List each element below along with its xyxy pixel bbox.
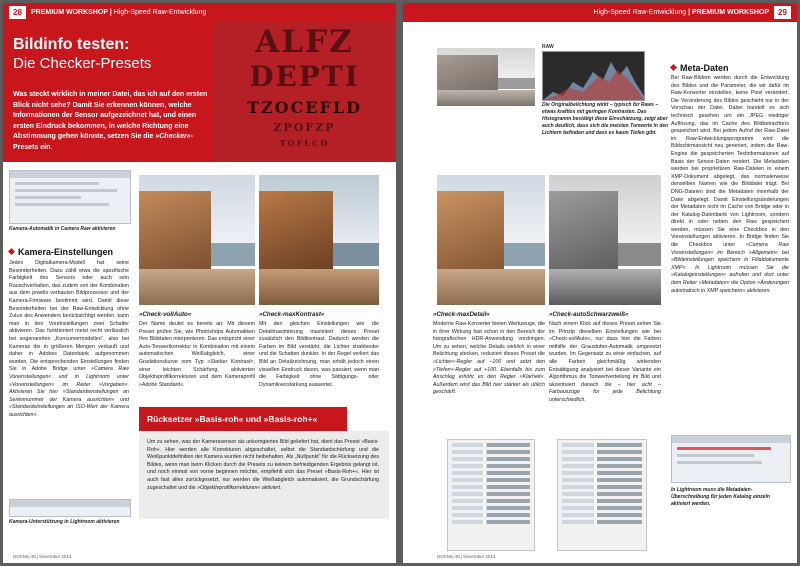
- histogram-caption: Die Originalbelichtung wirkt – typisch für Raws – etwas kraftlos mit geringen Kontrasten. Das Histogramm bestätigt diese Einschätzung, zeigt aber auch deutlich, dass sich die meisten Tonwerte in den Lichtern befinden und dass es kaum Tiefen gibt.: [542, 102, 669, 136]
- left-header-section: PREMIUM WORKSHOP: [31, 9, 108, 16]
- eye-chart-image: [213, 22, 396, 162]
- lightroom-screenshot: [9, 499, 131, 517]
- eye-chart-row-1: ALFZ: [255, 24, 354, 60]
- photo-autoschwarzweiss: [549, 175, 661, 305]
- reset-box-body: [147, 439, 379, 492]
- reset-box-text: Um zu sehen, was der Kamerasensor als unkorrigiertes Bild geliefert hat, dient das Preset »Basis-Roh«. Hier werden alle Korrekturen abgeschaltet, selbst die Standardschärfung und die Weißpunktdefinition der Kamera wurden nicht beibehalten. Als „Nullpunkt“ für die Rücksetzung des Bildes, wenn man beim Klicken durch die Presets zu keinem befriedigenden Ergebnis gelangt ist, und noch einmal von vorne beginnen möchte, empfiehlt sich das Preset »Basis-Roh+«. Hier ist auch fast alles zurückgesetzt, nur werden die Weißabgleich automatisiert, die Grundschärfung zugeschaltet und die: [147, 439, 379, 491]
- eye-chart-row-2: DEPTI: [249, 60, 360, 93]
- lightroom-caption: Kamera-Unterstützung in Lightroom aktivieren: [9, 519, 120, 525]
- metadata-text: Bei Raw-Bildern werden durch die Entwicklung des Bildes und die Parameter, die wir dafür im Raw-Konverter einstellen, keine Pixel verändert. Die Veränderung des Bildes geschieht nur in der Vorschau der Datei. Dabei handelt es sich technisch gesehen um ein JPEG niedriger Auflösung, das im Cache des Bildbetrachters gespeichert wird. Bei jedem Aufruf der Raw-Datei im Raw-Entwicklungsprogramm wird die Bildschirmansicht neu generiert, indem die Raw-Engine die gespeicherten Textinformationen auf Basis der Sensor-Daten rendert. Die Metadaten werden bei proprietären Raw-Dateien in einem XMP-Dokument abgelegt, das normalerweise denselben Namen wie die Bilddatei trägt. Bei DNG-Dateien sind die Metadaten innerhalb der Datei abgelegt. Damit Einstellungsänderungen der Metadaten nicht im Cache von Bridge oder in der Katalog-Datenbank von Lightroom, sondern direkt in oder neben den Raw gespeichert werden, müssen Sie eine Checkbox in den Voreinstellungen aktivieren. In Bridge finden Sie die Checkbox unter: [671, 75, 789, 249]
- left-page-number: 28: [9, 6, 26, 19]
- article-title: Bildinfo testen:: [13, 36, 130, 53]
- autosw-text-italic: – hier acht – Farbauszüge für jede Belichtung unterschiedlich.: [549, 381, 661, 403]
- reset-box: [139, 431, 389, 519]
- maxkontrast-body: Mit den gleichen Einstellungen wie die Detailmaximierung maximiert dieses Preset zusätzlich den Bildkontrast. Dadurch werden die Farben im Bild verstärkt, die Lichter strahlender und die Schatten dunkler. In der Regel verliert das Bild an Detailzeichnung, man erhält jedoch einen visuellen Eindruck davon, was passiert, wenn man die Farbigkeit ohne Sättigungs- oder Dynamikverstärkung auswertet.: [259, 321, 379, 388]
- photo-maxdetail: [437, 175, 545, 305]
- eye-chart-row-4: ZPOFZP: [273, 121, 336, 134]
- intro-text: Was steckt wirklich in meiner Datei, das ich auf den ersten Blick nicht sehe? Damit Sie erkennen können, welche Informationen der Sensor aufgezeichnet hat, und einen ersten Eindruck bekommen, in welche Richtung eine Abstimmung gehen könnte, setzen Sie die: [13, 91, 208, 140]
- vollauto-body: [139, 321, 255, 389]
- raw-label: RAW: [542, 44, 554, 50]
- camera-settings-text: Jedes Digitalkamera-Modell hat seine Besonderheiten. Dazu zählt etwa die spezifische Farbigkeit des Sensors oder auch sein Rauschverhalten, das zudem von der Kombination aus dem jeweils verbauten Bildprozessor und der Kamera-Firmware bestimmt wird. Damit diese Besonderheiten bei der Raw-Entwicklung ohne Zutun des Anwenders berücksichtigt werden, kann man in den Voreinstellungen zwei Schalter aktivieren. Das funktioniert meist recht verlässlich bei sogenannten „Konsumermodellen“, also bei Kameras die in größeren Mengen verkauft und daher in Adobes Datenbank aufgenommen wurden. Die entsprechenden Einstellungen finden Sie in Adobe Bridge unter: [9, 260, 129, 373]
- right-header-topic: High-Speed Raw-Entwicklung: [593, 9, 687, 16]
- catalog-settings-caption: In Lightroom muss die Metadaten-Überschreibung für jeden Katalog einzeln aktiviert werden.: [671, 487, 770, 507]
- left-header-text: PREMIUM WORKSHOP | High-Speed Raw-Entwicklung: [31, 9, 207, 16]
- vollauto-subheading: »Check-vollAuto«: [139, 311, 192, 318]
- bullet-diamond-icon: [8, 248, 15, 255]
- hero-banner: [3, 22, 396, 162]
- photo-vollauto: [139, 175, 255, 305]
- maxdetail-text-italic: »Lichter«-Regler auf –100 und setzt den »Tiefen«-Regler auf +100. Ebenfalls bis zum Anschlag erhöht es den Regler »Klarheit«. Außerdem wird das Bild hier stärker als üblich geschärft.: [433, 358, 545, 396]
- camera-raw-caption: Kamera-Automatik in Camera Raw aktivieren: [9, 226, 116, 232]
- metadata-body: [671, 75, 789, 295]
- left-page: [3, 3, 396, 563]
- left-header-topic: High-Speed Raw-Entwicklung: [113, 9, 207, 16]
- right-header-text: High-Speed Raw-Entwicklung | PREMIUM WORKSHOP: [593, 9, 769, 16]
- reset-box-heading: Rücksetzer »Basis-roh« und »Basis-roh+«: [139, 407, 347, 431]
- histogram-graph: [543, 52, 644, 100]
- autosw-text: Nach einem Klick auf dieses Preset sehen Sie im Prinzip dieselben Einstellungen wie bei »Check-vollAuto«, nur dass hier die Farben mithilfe der Graustufen-Automatik umgesetzt wurden. Im Gegensatz zu einer einfachen, auf alle Farben gleichmäßig wirkenden Entsättigung analysiert bei dieser Variante ein Algorithmus die Tonwertverteilung im Bild und akzentuiert danach die: [549, 321, 661, 388]
- right-page: [403, 3, 797, 563]
- right-header-bar: [403, 3, 797, 22]
- right-header-section: PREMIUM WORKSHOP: [692, 9, 769, 16]
- vollauto-text-end: , einer leichten Schärfung, aktivierten Objektivprofilkorrekturen und dem Kameraprofil »Adobe Standard«.: [139, 358, 255, 388]
- camera-settings-text-emphasis: »Camera Raw Voreinstellungen« und in Lightroom unter »Voreinstellungen« im Reiter »Vorgaben«. Aktivieren Sie hier »Standardeinstellungen an Seriennummer der Kamera ausrichten« und »Standardeinstellungen an ISO-Wert der Kamera ausrichten«.: [9, 366, 129, 418]
- autosw-subheading: »Check-autoSchwarzweiß«: [549, 311, 629, 318]
- metadata-heading: Meta-Daten: [671, 63, 729, 73]
- maxkontrast-subheading: »Check-maxKontrast«: [259, 311, 325, 318]
- camera-settings-body: [9, 260, 129, 419]
- left-footer: DOCMA 40 | November 2012: [13, 554, 72, 559]
- metadata-text-italic: »Camera Raw Voreinstellungen« im Bereich »Allgemein« bei »Bildeinstellungen speichern in Filialdokumente XMP«. In Lightroom müssen Sie die »Katalogeinstellungen« aufrufen und dort unter dem Reiter »Metadaten« die Option »Änderungen automatisch in XMP speichern« aktivieren.: [671, 242, 789, 294]
- right-footer: DOCMA 40 | November 2012: [437, 554, 496, 559]
- maxdetail-body: [433, 321, 545, 397]
- eye-chart-row-5: TOFLCD: [279, 138, 330, 148]
- maxdetail-subheading: »Check-maxDetail«: [433, 311, 490, 318]
- catalog-settings-screenshot: [671, 435, 791, 483]
- article-subtitle: Die Checker-Presets: [13, 55, 152, 72]
- reset-box-text-italic: »Objektivprofilkorrekturen« aktiviert.: [197, 484, 282, 491]
- right-page-number: 29: [774, 6, 791, 19]
- maxdetail-text: Moderne Raw-Konverter bieten Werkzeuge, die in ihrer Wirkung fast schon in den Bereich der fotografischen HDR-Anwendung vordringen. Um zu sehen, welche Details wirklich in einer Belichtung stecken, reduziert dieses Preset die: [433, 321, 545, 358]
- settings-panel-1: [447, 439, 535, 551]
- intro-preset-name: »Checker«: [155, 133, 191, 140]
- bullet-diamond-icon: [670, 64, 677, 71]
- intro-paragraph: [13, 90, 218, 153]
- camera-raw-screenshot: [9, 170, 131, 224]
- photo-maxkontrast: [259, 175, 379, 305]
- left-header-bar: [3, 3, 396, 22]
- camera-settings-heading: Kamera-Einstellungen: [9, 247, 113, 257]
- autosw-body: [549, 321, 661, 405]
- eye-chart-row-3: TZOCEFLD: [247, 98, 362, 117]
- intro-text-end: -Presets ein.: [13, 133, 194, 151]
- histogram: [542, 51, 645, 101]
- vollauto-text: Der Name deutet es bereits an: Mit diesem Preset prüfen Sie, wie Photoshops Automatiken Ihre Bilddaten interpretieren. Das entspricht einer Auto-Tonwertkorrektur in Kombination mit einem automatischen Weißabgleich, einer Gradationskurve vom Typ: [139, 321, 255, 365]
- settings-panel-2: [557, 439, 647, 551]
- photo-original: [437, 48, 535, 106]
- vollauto-text-italic: »Starker Kontrast«: [207, 358, 254, 365]
